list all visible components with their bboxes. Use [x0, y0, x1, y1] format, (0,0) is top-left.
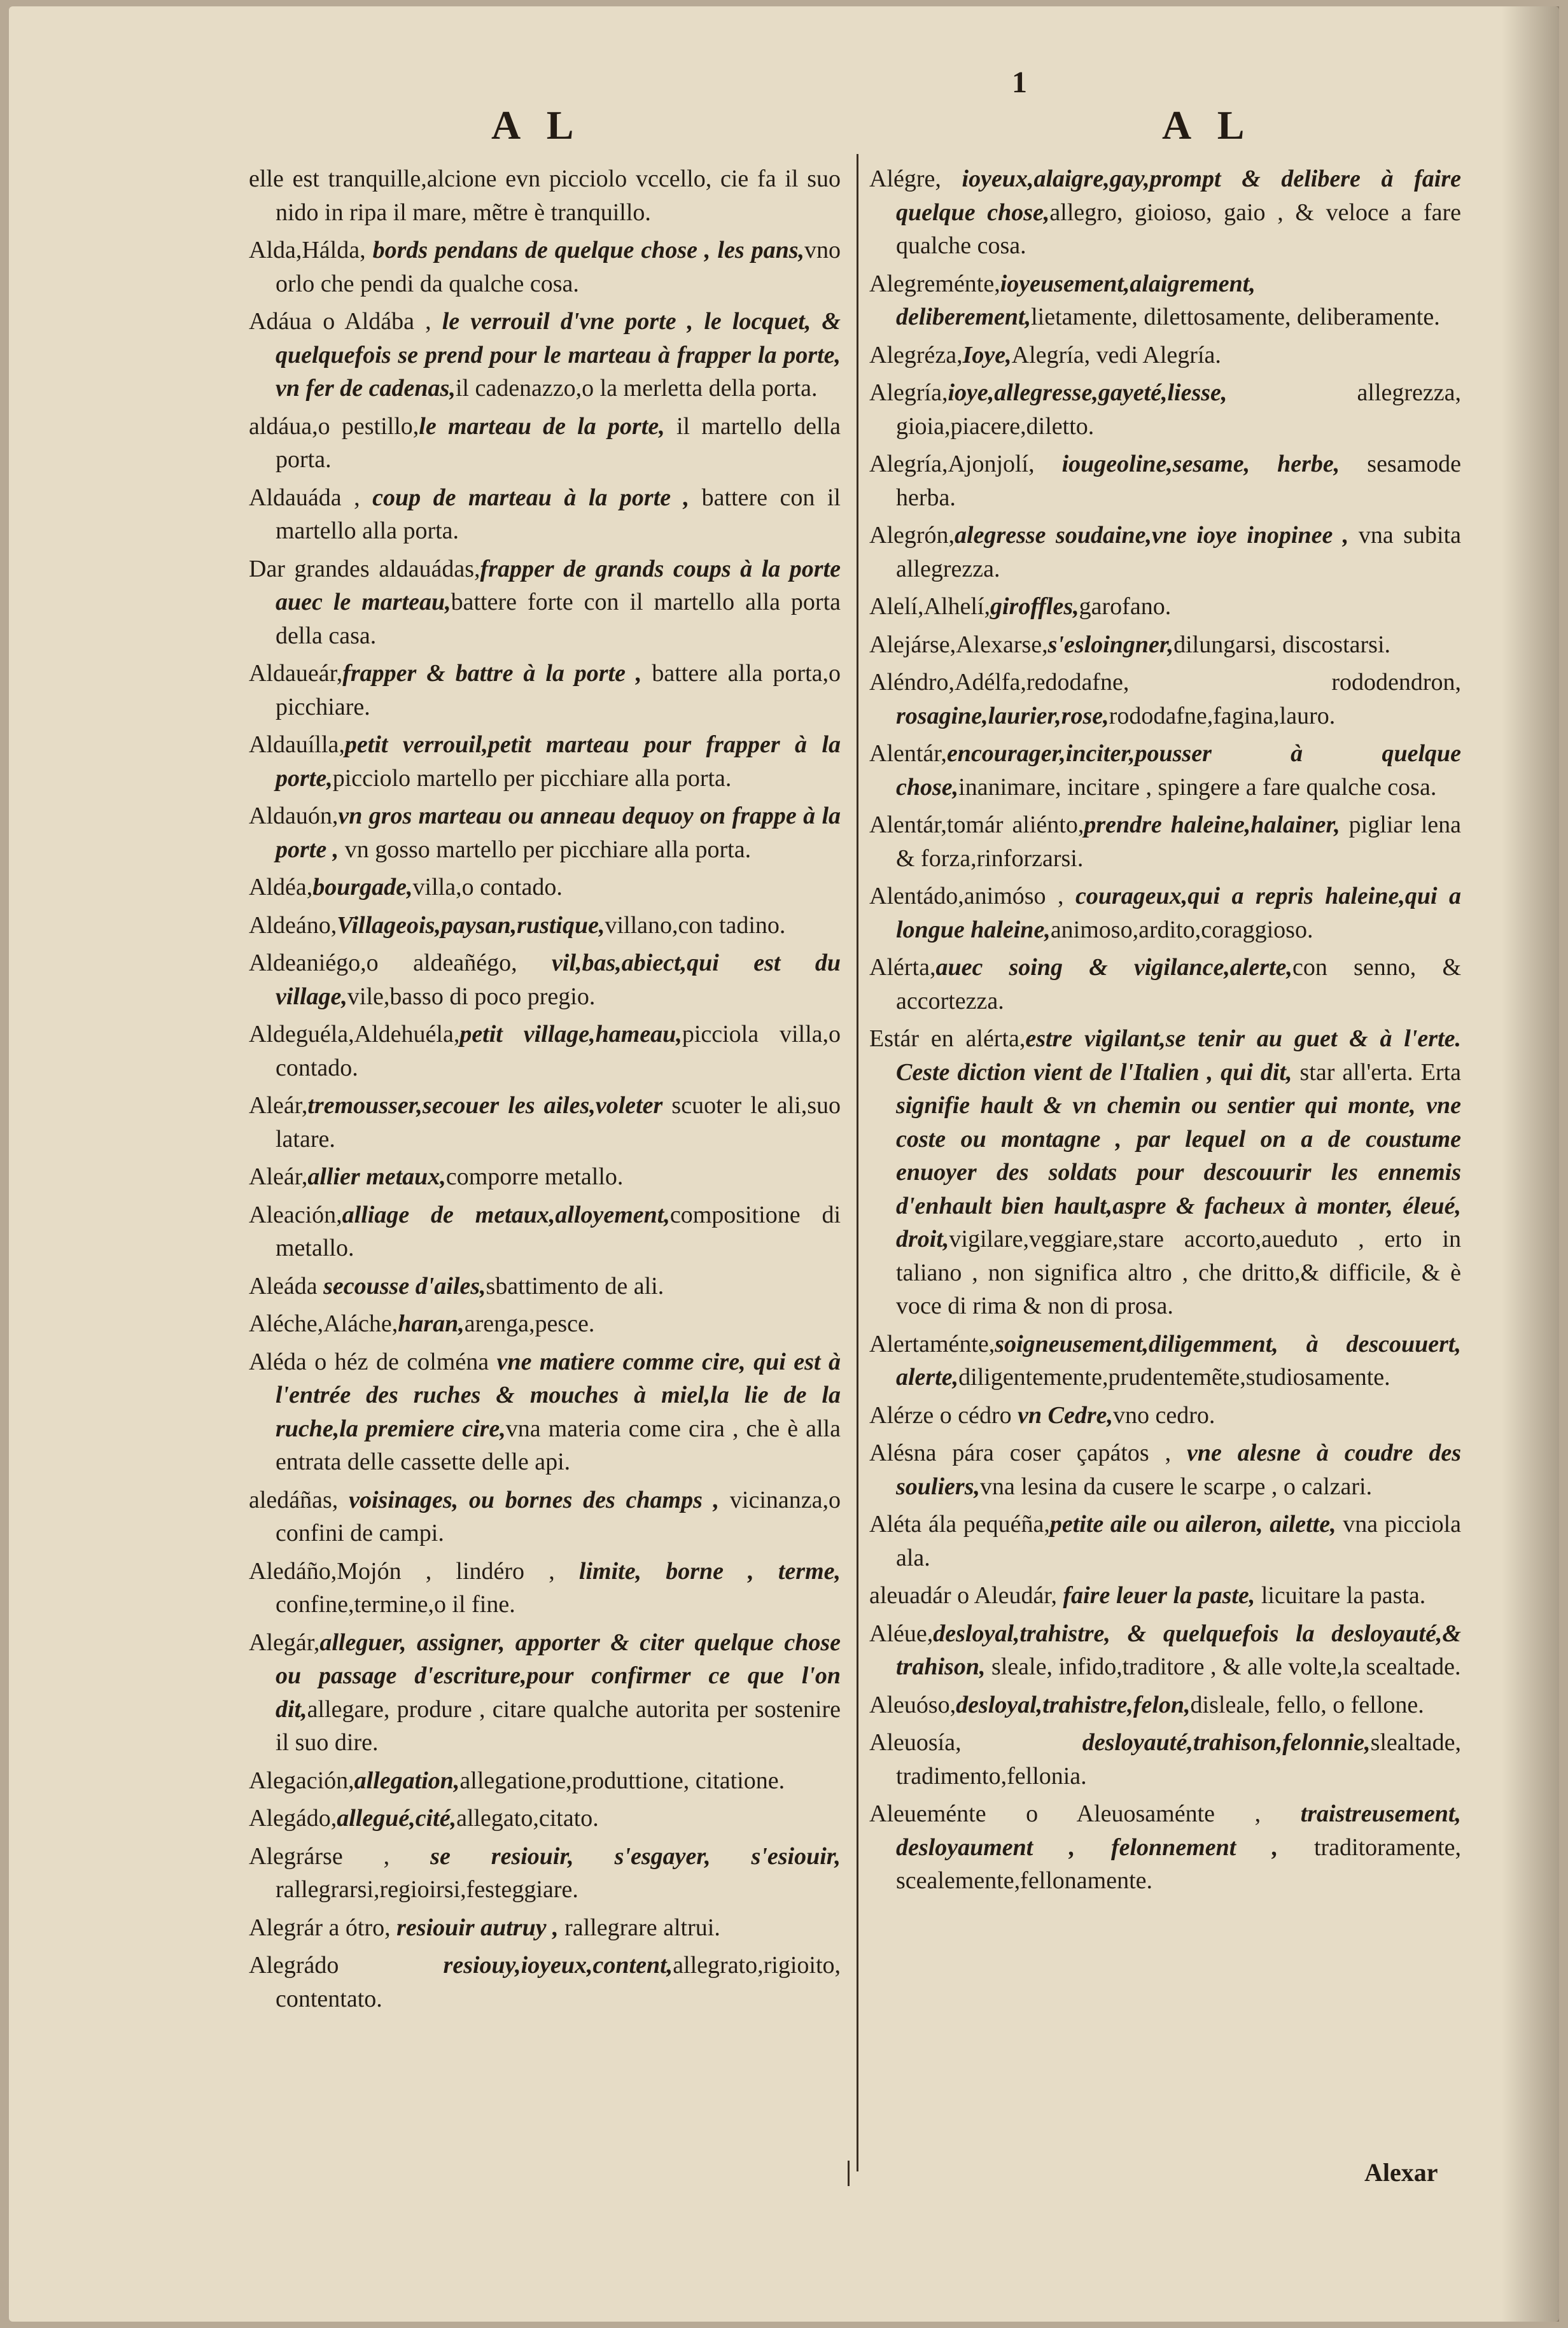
- dictionary-entry: [249, 1270, 841, 1303]
- entry-headword: Aléue,: [869, 1620, 934, 1647]
- entry-definition: redodafne, rododendron,: [1026, 669, 1461, 696]
- entry-headword: Alegreménte,: [869, 270, 1000, 297]
- entry-headword: Alégre,: [869, 165, 962, 192]
- entry-headword: Alegrádo: [249, 1952, 444, 1979]
- entry-french-gloss: vil,bas,abiect,qui est du village,: [276, 950, 841, 1010]
- running-header-right: A L: [1162, 102, 1254, 148]
- entry-headword: Alegrárse ,: [249, 1842, 431, 1870]
- entry-french-gloss: petit verrouil,petit marteau pour frapper à la porte,: [276, 731, 841, 792]
- dictionary-entry: [869, 1022, 1461, 1323]
- entry-french-gloss: soigneusement,diligemment, à descouuert, alerte,: [896, 1330, 1461, 1391]
- entry-definition: slealtade, tradimento,fellonia.: [896, 1729, 1461, 1790]
- entry-definition: villano,con tadino.: [605, 911, 786, 939]
- entry-definition: allegatione,produttione, citatione.: [459, 1767, 785, 1794]
- entry-french-gloss: traistreusement, desloyaument , felonnement ,: [896, 1800, 1461, 1861]
- entry-french-gloss: bords pendans de quelque chose , les pans,: [372, 237, 804, 263]
- dictionary-entry: [869, 339, 1461, 372]
- entry-definition: vna lesina da cusere le scarpe , o calzari.: [979, 1473, 1373, 1500]
- entry-headword: Aledáño,Mojón , lindéro ,: [249, 1557, 579, 1585]
- dictionary-entry: [249, 1764, 841, 1798]
- dictionary-entry: [869, 1688, 1461, 1722]
- page-folio-mark: 1: [1012, 66, 1027, 99]
- entry-definition: vile,basso di poco pregio.: [347, 983, 596, 1010]
- dictionary-entry: [249, 552, 841, 653]
- entry-headword: aleuadár o Aleudár,: [869, 1582, 1063, 1609]
- dictionary-entry: [249, 728, 841, 795]
- entry-headword: Aleuóso,: [869, 1691, 956, 1718]
- dictionary-entry: [869, 628, 1461, 662]
- entry-headword: Estár en alérta,: [869, 1025, 1026, 1052]
- entry-headword: Aleáda: [249, 1272, 324, 1300]
- entry-definition: inanimare, incitare , spingere a fare qualche cosa.: [958, 773, 1437, 801]
- entry-headword: Aldéa,: [249, 874, 313, 901]
- entry-headword: Alejárse,Alexarse,: [869, 631, 1048, 658]
- entry-headword: Alegrón,: [869, 522, 955, 549]
- entry-french-gloss: petite aile ou aileron, ailette,: [1049, 1511, 1336, 1538]
- dictionary-entry: [249, 1949, 841, 2016]
- entry-headword: Aléda o héz de colména: [249, 1348, 497, 1375]
- entry-french-gloss: encourager,inciter,pousser à quelque chose,: [896, 740, 1461, 801]
- entry-definition: alcione evn picciolo vccello, cie fa il suo nido in ripa il mare, mẽtre è tranquillo.: [276, 165, 841, 226]
- entry-headword: Alegréza,: [869, 341, 963, 368]
- entry-french-gloss: iougeoline,sesame, herbe,: [1061, 451, 1340, 477]
- dictionary-entry: [249, 1345, 841, 1479]
- entry-definition: scuoter le ali,suo latare.: [276, 1092, 841, 1153]
- entry-headword: Aleuosía,: [869, 1729, 1082, 1756]
- entry-definition: Alegría, vedi Alegría.: [1011, 341, 1221, 368]
- entry-french-gloss: limite, borne , terme,: [578, 1557, 841, 1585]
- dictionary-entry: [869, 951, 1461, 1018]
- dictionary-entry: [869, 880, 1461, 946]
- entry-definition: vicinanza,o confini de campi.: [276, 1486, 841, 1546]
- entry-french-gloss: vne matiere comme cire, qui est à l'entrée des ruches & mouches à miel,la lie de la ruche,la premiere cire,: [276, 1348, 841, 1442]
- entry-french-gloss: vn gros marteau ou anneau dequoy on frappe à la porte ,: [276, 803, 841, 863]
- entry-headword: Alentár,: [869, 740, 947, 767]
- dictionary-entry: [869, 590, 1461, 624]
- entry-french-gloss: desloyauté,trahison,felonnie,: [1082, 1729, 1371, 1756]
- dictionary-entry: [869, 1617, 1461, 1684]
- dictionary-entry: [869, 1726, 1461, 1793]
- dictionary-entry: [869, 1508, 1461, 1574]
- entry-french-gloss: vn Cedre,: [1018, 1401, 1114, 1429]
- catchword: Alexar: [1364, 2158, 1438, 2187]
- entry-headword: Aldauáda ,: [249, 484, 373, 511]
- dictionary-entry: [249, 1198, 841, 1265]
- dictionary-entry: [869, 1579, 1461, 1613]
- entry-headword: Aldeáno,: [249, 911, 337, 939]
- entry-french-gloss: frapper & battre à la porte ,: [342, 660, 642, 687]
- entry-french-gloss: desloyal,trahistre, & quelquefois la desloyauté,& trahison,: [896, 1620, 1461, 1680]
- dictionary-entry: [249, 305, 841, 405]
- entry-definition: sbattimento de ali.: [486, 1272, 664, 1300]
- dictionary-entry: [249, 410, 841, 477]
- entry-french-gloss: alegresse soudaine,vne ioye inopinee ,: [955, 522, 1349, 549]
- entry-definition: villa,o contado.: [412, 874, 563, 901]
- dictionary-entry: [249, 481, 841, 548]
- entry-french-gloss: haran,: [398, 1310, 465, 1337]
- entry-headword: Alérze o cédro: [869, 1401, 1018, 1429]
- dictionary-entry: [869, 808, 1461, 875]
- entry-definition: diligentemente,prudentemẽte,studiosamente.: [958, 1364, 1390, 1391]
- entry-definition: picciola villa,o contado.: [276, 1021, 841, 1081]
- entry-french-gloss: giroffles,: [990, 593, 1079, 620]
- entry-definition: allegro, gioioso, gaio , & veloce a fare qualche cosa.: [896, 199, 1462, 259]
- entry-definition: allegare, produre , citare qualche autorita per sostenire il suo dire.: [276, 1695, 841, 1756]
- entry-french-gloss: ioyeusement,alaigrement, deliberement,: [896, 270, 1256, 330]
- right-column: [869, 162, 1461, 1902]
- entry-definition: il cadenazzo,o la merletta della porta.: [455, 375, 818, 402]
- dictionary-entry: [869, 447, 1461, 514]
- entry-definition: disleale, fello, o fellone.: [1190, 1691, 1424, 1718]
- entry-french-gloss: voisinages, ou bornes des champs ,: [349, 1486, 720, 1513]
- dictionary-entry: [249, 799, 841, 866]
- entry-french-gloss: estre vigilant,se tenir au guet & à l'erte. Ceste diction vient de l'Italien , qui dit,: [896, 1025, 1461, 1086]
- dictionary-entry: [249, 946, 841, 1013]
- entry-headword: Alésna pára coser çapátos ,: [869, 1440, 1187, 1466]
- entry-french-gloss: le verrouil d'vne porte , le locquet, & quelquefois se prend pour le marteau à frapper la porte, vn fer de cadenas,: [276, 308, 841, 402]
- entry-headword: Alegría,Ajonjolí,: [869, 451, 1062, 477]
- entry-headword: Aldeaniégo,o aldeañégo,: [249, 950, 552, 976]
- entry-definition: pigliar lena & forza,rinforzarsi.: [896, 811, 1462, 872]
- dictionary-entry: [249, 1802, 841, 1835]
- entry-headword: Alelí,Alhelí,: [869, 593, 990, 620]
- column-rule: [857, 154, 858, 2171]
- dictionary-entry: [869, 376, 1461, 443]
- entry-definition: battere alla porta,o picchiare.: [276, 660, 841, 720]
- entry-french-gloss: courageux,qui a repris haleine,qui a longue haleine,: [896, 883, 1461, 943]
- entry-headword: Aldauón,: [249, 803, 339, 829]
- entry-french-gloss: ioye,allegresse,gayeté,liesse,: [948, 379, 1228, 406]
- entry-definition: sesamode herba.: [896, 451, 1462, 511]
- column-end-mark: [848, 2161, 850, 2186]
- dictionary-entry: [869, 267, 1461, 334]
- entry-definition: rallegrare altrui.: [558, 1914, 720, 1941]
- entry-definition: rallegrarsi,regioirsi,festeggiare.: [276, 1876, 578, 1903]
- dictionary-entry: [249, 1307, 841, 1341]
- entry-definition: allegrezza, gioia,piacere,diletto.: [896, 379, 1461, 440]
- entry-french-gloss: rosagine,laurier,rose,: [896, 702, 1109, 729]
- entry-french-gloss: petit village,hameau,: [459, 1021, 682, 1048]
- entry-headword: Adáua o Aldába ,: [249, 308, 442, 335]
- entry-french-gloss: le marteau de la porte,: [419, 412, 665, 440]
- dictionary-entry: [249, 1483, 841, 1550]
- dictionary-entry: [869, 1436, 1461, 1503]
- entry-definition: star all'erta. Erta: [1292, 1058, 1461, 1086]
- entry-french-gloss: se resiouir, s'esgayer, s'esiouir,: [430, 1842, 841, 1870]
- entry-definition: vn gosso martello per picchiare alla porta.: [339, 836, 752, 863]
- dictionary-entry: [249, 1160, 841, 1194]
- entry-french-gloss: Ioye,: [962, 341, 1012, 368]
- entry-definition: lietamente, dilettosamente, deliberamente.: [1031, 304, 1440, 330]
- entry-french-gloss: resiouir autruy ,: [396, 1914, 559, 1941]
- entry-french-gloss: coup de marteau à la porte ,: [372, 484, 690, 511]
- entry-definition: vna picciola ala.: [896, 1511, 1461, 1571]
- dictionary-entry: [869, 666, 1461, 733]
- entry-headword: Alda,Hálda,: [249, 237, 373, 263]
- entry-french-gloss: allegation,: [354, 1767, 460, 1794]
- dictionary-entry: [869, 1399, 1461, 1433]
- entry-french-gloss: s'esloingner,: [1047, 631, 1174, 658]
- entry-headword: Alentádo,animóso ,: [869, 883, 1076, 909]
- entry-definition: traditoramente, scealemente,fellonamente.: [896, 1834, 1462, 1894]
- entry-definition: rododafne,fagina,lauro.: [1109, 702, 1336, 729]
- entry-headword: Aléndro,Adélfa,: [869, 669, 1026, 696]
- entry-definition: garofano.: [1079, 593, 1172, 620]
- entry-headword: Alegár,: [249, 1629, 320, 1656]
- entry-headword: Aleación,: [249, 1201, 342, 1228]
- dictionary-entry: [869, 519, 1461, 586]
- entry-french-gloss: signifie hault & vn chemin ou sentier qui monte, vne coste ou montagne , par lequel on a de coustume enuoyer des soldats pour descouurir les ennemis d'enhault bien hault,aspre & facheux à monter, éleué, droit,: [896, 1092, 1461, 1252]
- entry-definition: comporre metallo.: [445, 1163, 624, 1190]
- entry-definition: arenga,pesce.: [464, 1310, 595, 1337]
- entry-headword: aldáua,o pestillo,: [249, 412, 419, 440]
- entry-french-gloss: bourgade,: [312, 874, 413, 901]
- entry-headword: Aleár,: [249, 1092, 308, 1119]
- dictionary-entry: [249, 1089, 841, 1156]
- dictionary-entry: [869, 162, 1461, 263]
- entry-definition: vno orlo che pendi da qualche cosa.: [276, 237, 841, 297]
- dictionary-entry: [869, 737, 1461, 804]
- entry-headword: Alérta,: [869, 954, 936, 981]
- entry-french-gloss: allier metaux,: [307, 1163, 446, 1190]
- entry-headword: Aléta ála pequéña,: [869, 1511, 1050, 1538]
- entry-definition: vigilare,veggiare,stare accorto,aueduto , erto in taliano , non significa altro , che dritto,& difficile, & è voce di rima & non di prosa.: [896, 1226, 1461, 1319]
- entry-headword: Aldeguéla,Aldehuéla,: [249, 1021, 460, 1048]
- entry-headword: Alegación,: [249, 1767, 354, 1794]
- dictionary-entry: [869, 1328, 1461, 1394]
- entry-french-gloss: Villageois,paysan,rustique,: [337, 911, 605, 939]
- entry-definition: vno cedro.: [1113, 1401, 1215, 1429]
- entry-headword: Aldauílla,: [249, 731, 345, 758]
- dictionary-entry: [249, 1555, 841, 1622]
- dictionary-entry: [869, 1797, 1461, 1898]
- entry-headword: Dar grandes aldauádas,: [249, 555, 480, 582]
- dictionary-entry: [249, 1018, 841, 1084]
- entry-definition: allegrato,rigioito, contentato.: [276, 1952, 841, 2012]
- entry-headword: Aleár,: [249, 1163, 308, 1190]
- entry-headword: Alegría,: [869, 379, 948, 406]
- entry-definition: con senno, & accortezza.: [896, 954, 1461, 1014]
- entry-french-gloss: alliage de metaux,alloyement,: [342, 1201, 670, 1228]
- entry-definition: compositione di metallo.: [276, 1201, 841, 1261]
- entry-definition: licuitare la pasta.: [1255, 1582, 1426, 1609]
- entry-definition: picciolo martello per picchiare alla porta.: [332, 764, 732, 792]
- entry-french-gloss: faire leuer la paste,: [1063, 1582, 1256, 1609]
- dictionary-page: [9, 6, 1559, 2322]
- entry-definition: vna materia come cira , che è alla entrata delle cassette delle api.: [276, 1415, 841, 1475]
- entry-definition: dilungarsi, discostarsi.: [1173, 631, 1390, 658]
- entry-headword: Alertaménte,: [869, 1330, 995, 1357]
- dictionary-entry: [249, 162, 841, 229]
- dictionary-entry: [249, 1840, 841, 1907]
- entry-french-gloss: prendre haleine,halainer,: [1084, 811, 1340, 838]
- dictionary-entry: [249, 1626, 841, 1760]
- entry-french-gloss: vne alesne à coudre des souliers,: [896, 1440, 1461, 1500]
- entry-french-gloss: desloyal,trahistre,felon,: [956, 1691, 1191, 1718]
- dictionary-entry: [249, 1911, 841, 1945]
- entry-french-gloss: allegué,cité,: [337, 1805, 457, 1832]
- entry-french-gloss: tremousser,secouer les ailes,voleter: [307, 1092, 663, 1119]
- entry-definition: battere con il martello alla porta.: [276, 484, 841, 544]
- entry-definition: allegato,citato.: [456, 1805, 599, 1832]
- entry-headword: Alegrár a ótro,: [249, 1914, 397, 1941]
- entry-definition: battere forte con il martello alla porta della casa.: [276, 589, 841, 649]
- entry-definition: animoso,ardito,coraggioso.: [1050, 916, 1313, 943]
- dictionary-entry: [249, 234, 841, 300]
- entry-french-gloss: auec soing & vigilance,alerte,: [935, 954, 1293, 981]
- entry-french-gloss: ioyeux,alaigre,gay,prompt & delibere à faire quelque chose,: [896, 165, 1461, 226]
- running-header-left: A L: [491, 102, 583, 148]
- entry-definition: sleale, infido,traditore , & alle volte,la scealtade.: [985, 1653, 1461, 1680]
- entry-french-gloss: secousse d'ailes,: [323, 1272, 486, 1300]
- entry-definition: il martello della porta.: [276, 412, 841, 473]
- dictionary-entry: [249, 909, 841, 943]
- entry-definition: vna subita allegrezza.: [896, 522, 1461, 582]
- entry-headword: Aleueménte o Aleuosaménte ,: [869, 1800, 1301, 1827]
- entry-headword: aledáñas,: [249, 1486, 349, 1513]
- dictionary-entry: [249, 657, 841, 724]
- entry-definition: confine,termine,o il fine.: [276, 1591, 515, 1618]
- entry-headword: Aldaueár,: [249, 660, 343, 687]
- left-column: [249, 162, 841, 2020]
- entry-french-gloss: frapper de grands coups à la porte auec le marteau,: [276, 555, 841, 615]
- entry-french-gloss: resiouy,ioyeux,content,: [443, 1952, 673, 1979]
- entry-headword: Aléche,Aláche,: [249, 1310, 398, 1337]
- dictionary-entry: [249, 871, 841, 904]
- entry-headword: elle est tranquille,: [249, 165, 427, 192]
- entry-french-gloss: alleguer, assigner, apporter & citer quelque chose ou passage d'escriture,pour confirmer ce que l'on dit,: [276, 1629, 841, 1723]
- entry-headword: Alentár,tomár aliénto,: [869, 811, 1084, 838]
- entry-headword: Alegádo,: [249, 1805, 337, 1832]
